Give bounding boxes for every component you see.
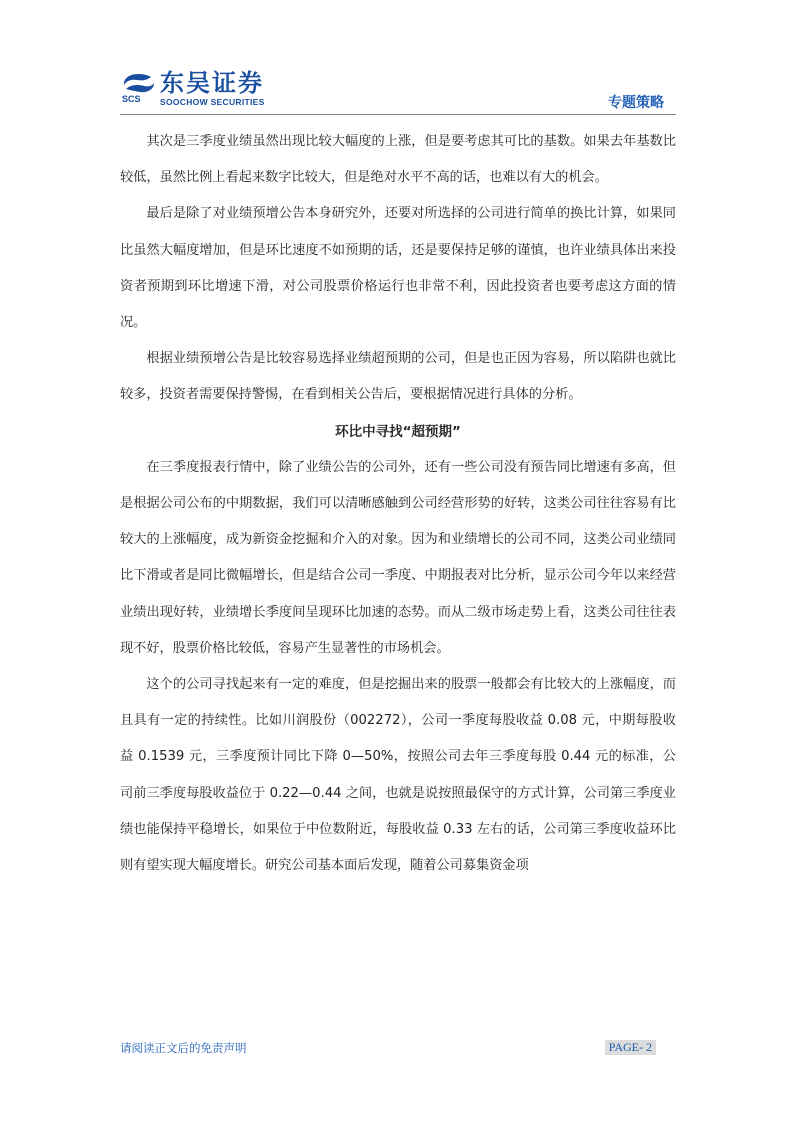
paragraph-3: 根据业绩预增公告是比较容易选择业绩超预期的公司，但是也正因为容易，所以陷阱也就比较多，投资者需要保持警惕，在看到相关公告后，要根据情况进行具体的分析。 [120,351,676,403]
company-name-en: SOOCHOW SECURITIES [160,97,265,107]
svg-text:SCS: SCS [122,94,141,104]
document-footer [120,1040,656,1058]
paragraph-4: 在三季度报表行情中，除了业绩公告的公司外，还有一些公司没有预告同比增速有多高，但是根据公司公布的中期数据，我们可以清晰感触到公司经营形势的好转，这类公司往往容易有比较大的上涨幅度，成为新资金挖掘和介入的对象。因为和业绩增长的公司不同，这类公司业绩同比下滑或者是同比微幅增长，但是结合公司一季度、中期报表对比分析，显示公司今年以来经营业绩出现好转，业绩增长季度间呈现环比加速的态势。而从二级市场走势上看，这类公司往往表现不好，股票价格比较低，容易产生显著性的市场机会。 [120,459,676,656]
paragraph-2: 最后是除了对业绩预增公告本身研究外，还要对所选择的公司进行简单的换比计算，如果同比虽然大幅度增加，但是环比速度不如预期的话，还是要保持足够的谨慎，也许业绩具体出来投资者预期到环比增速下滑，对公司股票价格运行也非常不利，因此投资者也要考虑这方面的情况。 [120,206,676,331]
company-name-cn: 东吴证券 [160,69,264,97]
header-divider [120,114,676,115]
disclaimer-link[interactable]: 请阅读正文后的免责声明 [120,1041,247,1055]
document-header [120,68,676,116]
paragraph-5: 这个的公司寻找起来有一定的难度，但是挖掘出来的股票一般都会有比较大的上涨幅度，而且具有一定的持续性。比如川润股份（002272），公司一季度每股收益 0.08 元，中期每股收益 0.1539 元，三季度预计同比下降 0—50%，按照公司去年三季度每股 0.44 元的标准，公司前三季度每股收益位于 0.22—0.44 之间，也就是说按照最保守的方式计算，公司第三季度业绩也能保持平稳增长，如果位于中位数附近，每股收益 0.33 左右的话，公司第三季度收益环比则有望实现大幅度增长。研究公司基本面后发现，随着公司募集资金项 [120,677,676,874]
document-body [120,124,676,884]
section-heading: 环比中寻找“超预期” [335,423,461,440]
section-label: 专题策略 [608,95,664,111]
page-number: PAGE- 2 [605,1040,656,1055]
soochow-logo-icon [120,72,156,104]
paragraph-1: 其次是三季度业绩虽然出现比较大幅度的上涨，但是要考虑其可比的基数。如果去年基数比较低，虽然比例上看起来数字比较大，但是绝对水平不高的话，也难以有大的机会。 [120,134,676,186]
